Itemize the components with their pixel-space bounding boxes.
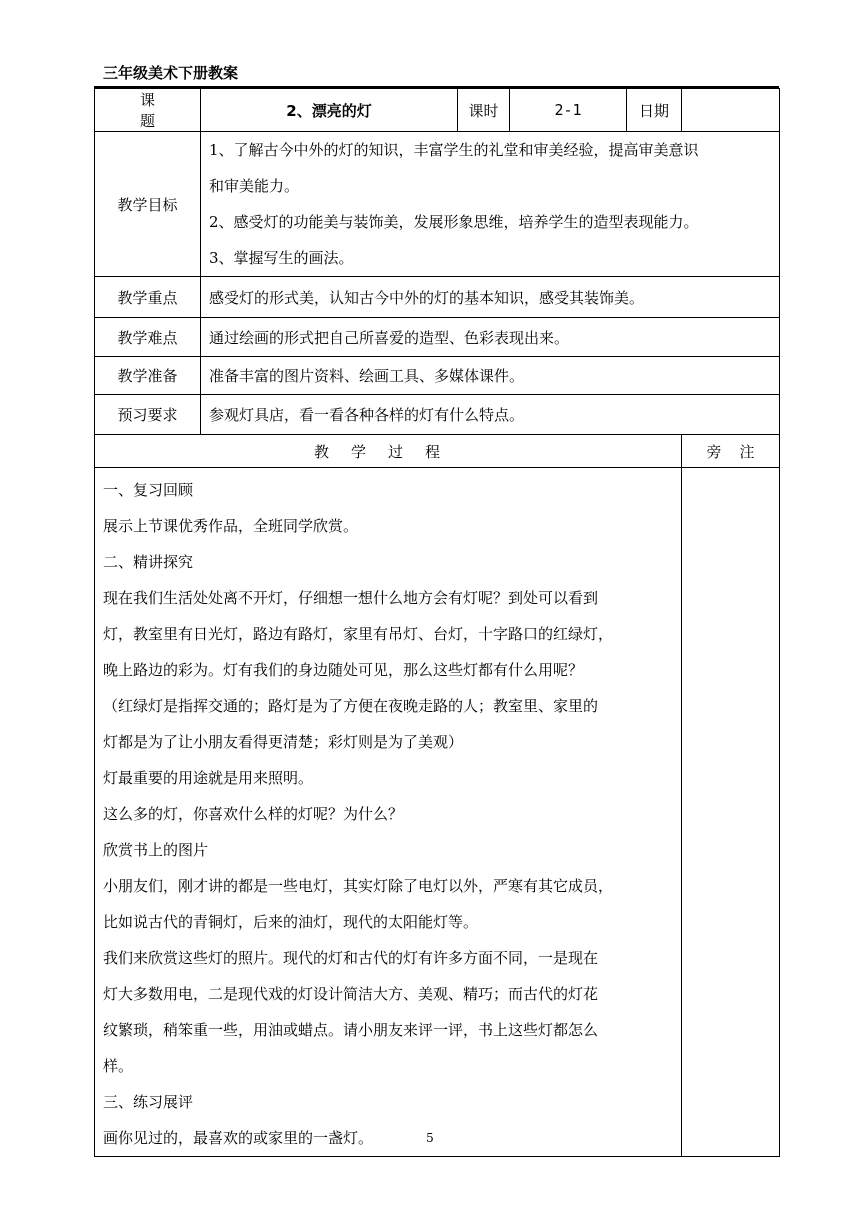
side-notes-body — [682, 468, 780, 1157]
process-line: 灯大多数用电，二是现代戏的灯设计简洁大方、美观、精巧；而古代的灯花 — [103, 985, 599, 1003]
difficulties-row — [95, 318, 780, 357]
process-header-row — [95, 435, 780, 468]
process-line: 欣赏书上的图片 — [103, 841, 209, 859]
lesson-row — [95, 89, 780, 132]
process-line: 现在我们生活处处离不开灯，仔细想一想什么地方会有灯呢？到处可以看到 — [103, 589, 599, 607]
lesson-plan-table — [94, 88, 780, 1157]
preparation-text: 准备丰富的图片资料、绘画工具、多媒体课件。 — [201, 357, 780, 395]
process-body-row — [95, 468, 780, 1157]
date-label: 日期 — [627, 89, 682, 132]
process-line: 晚上路边的彩为。灯有我们的身边随处可见，那么这些灯都有什么用呢？ — [103, 661, 584, 679]
process-line: 灯最重要的用途就是用来照明。 — [103, 769, 314, 787]
objective-line: 2、感受灯的功能美与装饰美，发展形象思维，培养学生的造型表现能力。 — [209, 213, 699, 231]
page-number: 5 — [426, 1131, 434, 1145]
process-line: 小朋友们，刚才讲的都是一些电灯，其实灯除了电灯以外，严寒有其它成员， — [103, 877, 614, 895]
process-line: 三、练习展评 — [103, 1093, 194, 1111]
preview-label: 预习要求 — [95, 395, 201, 435]
topic-value: 2、漂亮的灯 — [201, 89, 458, 132]
objective-line: 和审美能力。 — [209, 177, 300, 195]
period-value: 2-1 — [510, 89, 627, 132]
process-line: 样。 — [103, 1057, 134, 1075]
difficulties-label: 教学难点 — [95, 318, 201, 357]
key-points-label: 教学重点 — [95, 277, 201, 318]
preparation-row — [95, 357, 780, 395]
objective-line: 1、了解古今中外的灯的知识，丰富学生的礼堂和审美经验，提高审美意识 — [209, 141, 699, 159]
objective-line: 3、掌握写生的画法。 — [209, 249, 354, 267]
objectives-row — [95, 132, 780, 277]
process-header: 教学过程 — [95, 435, 682, 468]
period-label: 课时 — [458, 89, 510, 132]
preview-row — [95, 395, 780, 435]
difficulties-text: 通过绘画的形式把自己所喜爱的造型、色彩表现出来。 — [201, 318, 780, 357]
process-body — [95, 468, 682, 1157]
process-line: 一、复习回顾 — [103, 481, 194, 499]
topic-label: 课题 — [95, 89, 201, 132]
objectives-content — [201, 132, 780, 277]
process-line: 二、精讲探究 — [103, 553, 194, 571]
date-value — [682, 89, 780, 132]
document-title: 三年级美术下册教案 — [103, 64, 239, 82]
process-line: 这么多的灯，你喜欢什么样的灯呢？为什么？ — [103, 805, 404, 823]
process-line: （红绿灯是指挥交通的；路灯是为了方便在夜晚走路的人；教室里、家里的 — [103, 697, 599, 715]
side-notes-header: 旁注 — [682, 435, 780, 468]
process-line: 灯都是为了让小朋友看得更清楚；彩灯则是为了美观） — [103, 733, 464, 751]
process-line: 展示上节课优秀作品，全班同学欣赏。 — [103, 517, 359, 535]
process-line: 纹繁琐，稍笨重一些，用油或蜡点。请小朋友来评一评，书上这些灯都怎么 — [103, 1021, 599, 1039]
process-line: 比如说古代的青铜灯，后来的油灯，现代的太阳能灯等。 — [103, 913, 479, 931]
key-points-text: 感受灯的形式美，认知古今中外的灯的基本知识，感受其装饰美。 — [201, 277, 780, 318]
objectives-label: 教学目标 — [95, 132, 201, 277]
process-line: 我们来欣赏这些灯的照片。现代的灯和古代的灯有许多方面不同，一是现在 — [103, 949, 599, 967]
key-points-row — [95, 277, 780, 318]
preview-text: 参观灯具店，看一看各种各样的灯有什么特点。 — [201, 395, 780, 435]
process-line: 画你见过的，最喜欢的或家里的一盏灯。 — [103, 1129, 374, 1147]
preparation-label: 教学准备 — [95, 357, 201, 395]
process-line: 灯，教室里有日光灯，路边有路灯，家里有吊灯、台灯，十字路口的红绿灯， — [103, 625, 614, 643]
